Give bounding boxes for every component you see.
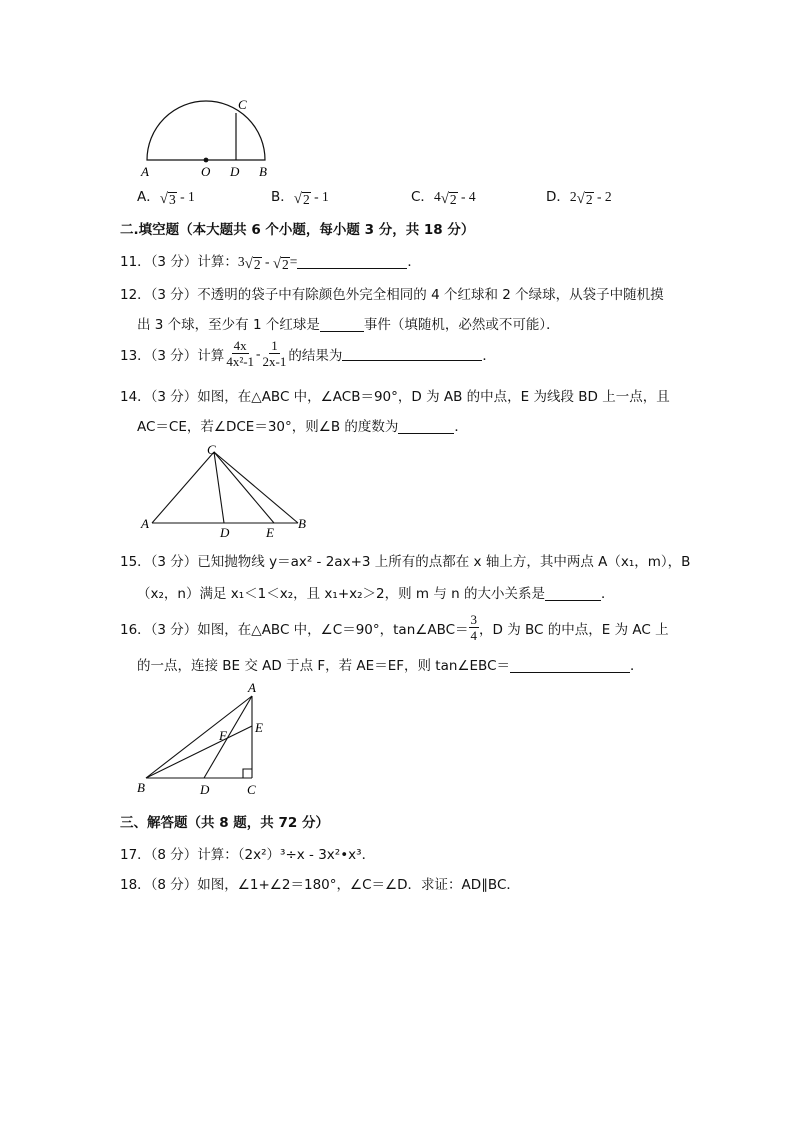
label-E: E (266, 525, 274, 540)
label-C: C (207, 442, 216, 457)
q14-line2: AC＝CE，若∠DCE＝30°，则∠B 的度数为 ． (137, 419, 468, 435)
q12-line1: 12．（3 分）不透明的袋子中有除颜色外完全相同的 4 个红球和 2 个绿球，从袋子中随机摸 (120, 287, 664, 303)
q13: 13．（3 分）计算 $\frac{4x}{\text{4x²-1}}$ - $\frac{1}{2x-1}$ 的结果为 ． (120, 338, 496, 369)
q17: 17．（8 分）计算：（2x²）³÷x - 3x²•x³． (120, 847, 376, 863)
label-D: D (220, 525, 230, 540)
q16-fraction: $\frac{3}{4}$ (470, 612, 478, 643)
q15-answer-blank[interactable] (545, 586, 601, 601)
label-A: A (141, 164, 149, 179)
label-F: F (219, 728, 227, 743)
semicircle-figure (130, 96, 280, 180)
q16-line1: 16．（3 分）如图，在△ABC 中，∠C＝90°，tan∠ABC＝ $\frac{3}{4}$ ，D 为 BC 的中点，E 为 AC 上 (120, 612, 669, 643)
q16-answer-blank[interactable] (510, 658, 630, 673)
q18: 18．（8 分）如图，∠1+∠2＝180°，∠C＝∠D．求证：AD∥BC． (120, 877, 520, 893)
label-A: A (248, 680, 256, 695)
label-E: E (255, 720, 263, 735)
q11: 11．（3 分）计算：3 √ 2 - √ 2 = ． (120, 254, 421, 272)
q12-answer-blank[interactable] (320, 317, 364, 332)
label-C: C (247, 782, 256, 797)
q14-line1: 14．（3 分）如图，在△ABC 中，∠ACB＝90°，D 为 AB 的中点，E 为线段 BD 上一点，且 (120, 389, 670, 405)
triangle-figure-q14 (138, 440, 318, 540)
q15-line2: （x₂，n）满足 x₁＜1＜x₂，且 x₁+x₂＞2，则 m 与 n 的大小关系是 ． (137, 586, 615, 602)
q13-fraction-2: $\frac{1}{2x-1}$ (262, 338, 287, 369)
label-B: B (137, 780, 145, 795)
q13-fraction-1: $\frac{4x}{\text{4x²-1}}$ (226, 338, 255, 369)
section3-title: 三、解答题（共 8 题，共 72 分） (120, 815, 329, 831)
q12-line2: 出 3 个球，至少有 1 个红球是 事件（填随机，必然或不可能）． (137, 317, 560, 333)
label-A: A (141, 516, 149, 531)
label-O: O (201, 164, 211, 179)
q10-option-b: B． √ 2 - 1 (271, 189, 329, 207)
section2-title: 二.填空题（本大题共 6 个小题，每小题 3 分，共 18 分） (120, 222, 475, 238)
q14-answer-blank[interactable] (398, 419, 454, 434)
label-B: B (259, 164, 267, 179)
label-B: B (298, 516, 306, 531)
q10-option-c: C．4 √ 2 - 4 (411, 189, 476, 207)
label-D: D (200, 782, 210, 797)
q10-option-d: D．2 √ 2 - 2 (546, 189, 612, 207)
triangle-figure-q16 (134, 680, 274, 800)
q15-line1: 15．（3 分）已知抛物线 y＝ax² - 2ax+3 上所有的点都在 x 轴上方，其中两点 A（x₁，m），B (120, 554, 691, 570)
q16-line2: 的一点，连接 BE 交 AD 于点 F，若 AE＝EF，则 tan∠EBC＝ ． (137, 658, 644, 674)
q10-option-a: A． √ 3 - 1 (137, 189, 195, 207)
q11-answer-blank[interactable] (297, 254, 407, 269)
q13-answer-blank[interactable] (342, 346, 482, 361)
label-C: C (238, 97, 247, 112)
label-D: D (230, 164, 240, 179)
